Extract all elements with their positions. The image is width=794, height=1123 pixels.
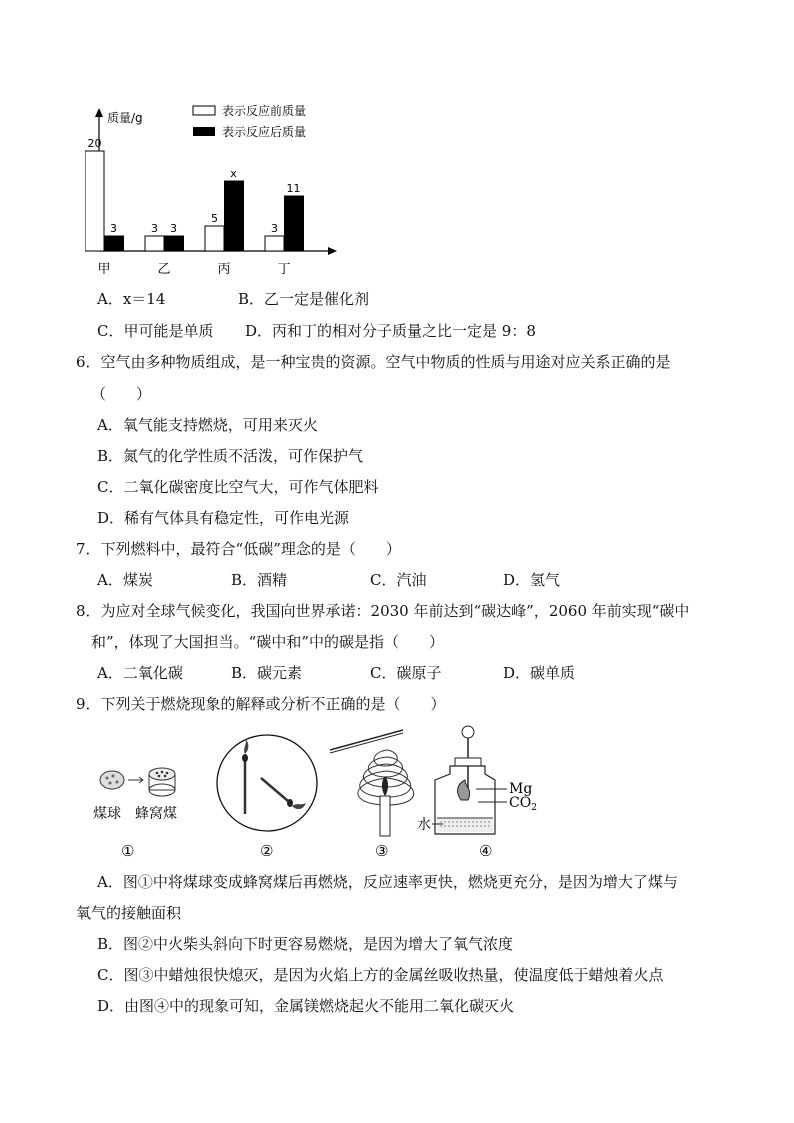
q5-option-b[interactable]: B．乙一定是催化剂 <box>238 290 370 308</box>
data-label-丙-before: 5 <box>211 212 218 225</box>
data-label-丙-after: x <box>230 167 237 180</box>
q8-stem-line1: 8．为应对全球气候变化，我国向世界承诺：2030 年前达到“碳达峰”，2060 年前实现“碳中 <box>76 602 690 620</box>
q6-option-b[interactable]: B．氮气的化学性质不活泼，可作保护气 <box>97 447 364 465</box>
bar-丙-before <box>205 226 224 251</box>
label-water: 水 <box>417 817 431 833</box>
q8-option-b[interactable]: B．碳元素 <box>231 664 303 682</box>
bar-乙-after <box>165 236 184 251</box>
fig-number-4: ④ <box>479 842 493 860</box>
q6-stem: 6．空气由多种物质组成，是一种宝贵的资源。空气中物质的性质与用途对应关系正确的是 <box>76 353 671 371</box>
bar-甲-after <box>105 236 124 251</box>
q9-figures <box>85 722 555 867</box>
q9-option-d[interactable]: D．由图④中的现象可知，金属镁燃烧起火不能用二氧化碳灭火 <box>97 997 515 1015</box>
fig-number-2: ② <box>260 842 274 860</box>
q7-option-c[interactable]: C．汽油 <box>370 571 427 589</box>
q5-option-c[interactable]: C．甲可能是单质 <box>97 322 214 340</box>
data-label-丁-after: 11 <box>286 182 301 195</box>
q5-option-d[interactable]: D．丙和丁的相对分子质量之比一定是 9：8 <box>245 322 536 340</box>
data-label-甲-after: 3 <box>110 222 117 235</box>
q9-option-c[interactable]: C．图③中蜡烛很快熄灭，是因为火焰上方的金属丝吸收热量，使温度低于蜡烛着火点 <box>97 966 664 984</box>
q7-option-b[interactable]: B．酒精 <box>231 571 288 589</box>
bar-丙-after <box>225 181 244 251</box>
category-label-乙: 乙 <box>157 262 171 277</box>
mg-co2-bottle-icon <box>432 726 507 834</box>
data-label-乙-after: 3 <box>170 222 177 235</box>
category-label-丁: 丁 <box>277 262 291 277</box>
label-co2: $CO_2$ <box>509 795 537 813</box>
q6-option-d[interactable]: D．稀有气体具有稳定性，可作电光源 <box>97 509 350 527</box>
q8-option-c[interactable]: C．碳原子 <box>370 664 442 682</box>
q8-stem-line2: 和”，体现了大国担当。“碳中和”中的碳是指（ ） <box>91 633 445 651</box>
honeycomb-briquette-icon <box>149 768 175 796</box>
bar-丁-after <box>285 196 304 251</box>
legend-before-swatch <box>193 106 215 115</box>
fig1-label-coal-ball: 煤球 <box>93 806 121 822</box>
q6-option-a[interactable]: A．氧气能支持燃烧，可用来灭火 <box>97 416 318 434</box>
legend-after-label: 表示反应后质量 <box>222 125 307 139</box>
candle-coil-icon <box>330 730 414 836</box>
legend-after-swatch <box>193 127 215 136</box>
fig-number-1: ① <box>121 842 135 860</box>
q9-option-a-line2[interactable]: 氧气的接触面积 <box>76 904 182 922</box>
fig-number-3: ③ <box>375 842 389 860</box>
bar-丁-before <box>265 236 284 251</box>
data-label-丁-before: 3 <box>271 222 278 235</box>
fig1-label-honeycomb: 蜂窝煤 <box>135 806 177 822</box>
q6-answer-paren: （ ） <box>91 385 152 403</box>
bar-乙-before <box>145 236 164 251</box>
q8-option-a[interactable]: A．二氧化碳 <box>97 664 183 682</box>
q7-option-a[interactable]: A．煤炭 <box>97 571 153 589</box>
q9-option-a-line1[interactable]: A．图①中将煤球变成蜂窝煤后再燃烧，反应速率更快，燃烧更充分，是因为增大了煤与 <box>97 873 678 891</box>
y-axis-arrow <box>95 108 103 117</box>
x-axis-arrow <box>328 247 337 255</box>
y-axis-label: 质量/g <box>107 111 143 125</box>
q6-option-c[interactable]: C．二氧化碳密度比空气大，可作气体肥料 <box>97 478 379 496</box>
mass-bar-chart <box>85 100 345 280</box>
label-mg: Mg <box>509 781 533 797</box>
category-label-丙: 丙 <box>217 262 231 277</box>
bar-甲-before <box>85 151 104 251</box>
q9-option-b[interactable]: B．图②中火柴头斜向下时更容易燃烧，是因为增大了氧气浓度 <box>97 935 514 953</box>
coal-ball-icon <box>100 771 124 789</box>
category-label-甲: 甲 <box>97 262 111 277</box>
legend-before-label: 表示反应前质量 <box>222 104 307 118</box>
arrow-icon <box>128 777 143 783</box>
q5-option-a[interactable]: A．x＝14 <box>97 290 166 308</box>
data-label-甲-before: 20 <box>87 137 102 150</box>
q8-option-d[interactable]: D．碳单质 <box>503 664 576 682</box>
matches-icon <box>217 735 317 831</box>
data-label-乙-before: 3 <box>151 222 158 235</box>
q7-option-d[interactable]: D．氢气 <box>503 571 561 589</box>
q9-stem: 9．下列关于燃烧现象的解释或分析不正确的是（ ） <box>76 695 446 713</box>
q7-stem: 7．下列燃料中，最符合“低碳”理念的是（ ） <box>76 540 401 558</box>
